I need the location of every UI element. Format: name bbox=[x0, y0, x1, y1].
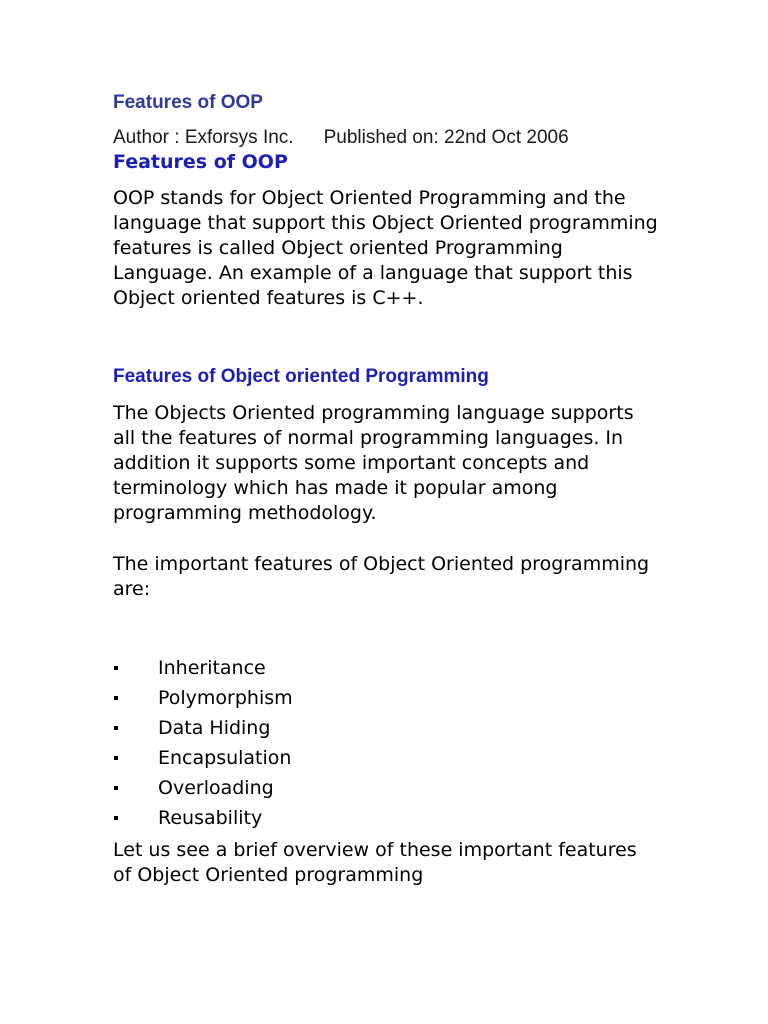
main-heading: Features of OOP bbox=[113, 151, 288, 173]
bullet-icon bbox=[114, 816, 118, 820]
bullet-icon bbox=[114, 786, 118, 790]
article-title: Features of OOP bbox=[113, 92, 263, 113]
list-item bbox=[113, 716, 293, 746]
bullet-icon bbox=[114, 756, 118, 760]
list-item bbox=[113, 776, 293, 806]
list-item-label: Overloading bbox=[158, 777, 274, 799]
section-heading: Features of Object oriented Programming bbox=[113, 366, 489, 387]
list-item bbox=[113, 686, 293, 716]
list-item bbox=[113, 656, 293, 686]
closing-paragraph: Let us see a brief overview of these important features of Object Oriented programming bbox=[113, 839, 637, 886]
list-item bbox=[113, 746, 293, 776]
features-list bbox=[113, 656, 293, 836]
features-intro-paragraph: The important features of Object Oriented programming are: bbox=[113, 553, 650, 600]
section-paragraph: The Objects Oriented programming language supports all the features of normal programming languages. In addition it supports some important concepts and terminology which has made it popular among programming methodology. bbox=[113, 402, 634, 524]
bullet-icon bbox=[114, 696, 118, 700]
list-item-label: Inheritance bbox=[158, 657, 266, 679]
intro-paragraph: OOP stands for Object Oriented Programming and the language that support this Object Oriented programming features is called Object oriented Programming Language. An example of a language that support this Object oriented features is C++. bbox=[113, 187, 658, 309]
article-meta bbox=[113, 127, 569, 149]
list-item-label: Polymorphism bbox=[158, 687, 293, 709]
list-item-label: Reusability bbox=[158, 807, 263, 829]
bullet-icon bbox=[114, 666, 118, 670]
list-item-label: Data Hiding bbox=[158, 717, 271, 739]
list-item bbox=[113, 806, 293, 836]
bullet-icon bbox=[114, 726, 118, 730]
author-line: Author : Exforsys Inc. bbox=[113, 127, 294, 148]
published-date: Published on: 22nd Oct 2006 bbox=[323, 127, 569, 148]
list-item-label: Encapsulation bbox=[158, 747, 292, 769]
